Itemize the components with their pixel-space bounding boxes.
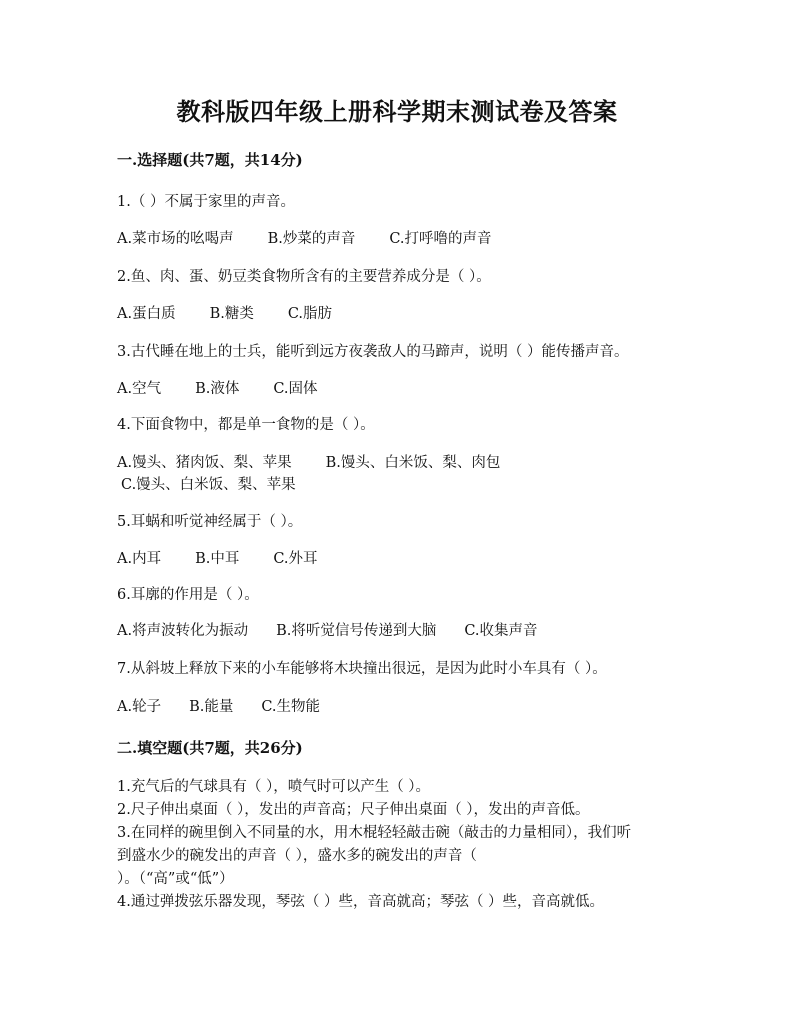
option-b: B.液体	[195, 381, 240, 397]
fill-line: 4.通过弹拨弦乐器发现，琴弦（ ）些，音高就高；琴弦（ ）些，音高就低。	[117, 894, 605, 910]
option-b: B.将听觉信号传递到大脑	[276, 623, 437, 639]
options-7	[117, 695, 320, 716]
option-a: A.馒头、猪肉饭、梨、苹果	[117, 455, 292, 471]
option-a: A.菜市场的吆喝声	[117, 231, 234, 247]
option-a: A.将声波转化为振动	[117, 623, 249, 639]
page-title: 教科版四年级上册科学期末测试卷及答案	[176, 97, 618, 126]
options-1	[117, 227, 492, 248]
options-2	[117, 302, 332, 323]
fill-line: 1.充气后的气球具有（ ），喷气时可以产生（ ）。	[117, 779, 431, 795]
options-4	[117, 451, 500, 472]
question-5: 5.耳蜗和听觉神经属于（ ）。	[117, 514, 303, 530]
option-b: B.炒菜的声音	[267, 231, 356, 247]
option-c: C.生物能	[261, 699, 321, 715]
section-heading-fill: 二.填空题(共7题，共26分)	[117, 739, 303, 757]
fill-in-questions	[117, 776, 697, 914]
option-c: C.固体	[273, 381, 318, 397]
question-4: 4.下面食物中，都是单一食物的是（ ）。	[117, 417, 375, 433]
option-c: C.外耳	[273, 551, 318, 567]
fill-line: ）。（“高”或“低”）	[117, 871, 234, 887]
question-1: 1.（ ）不属于家里的声音。	[117, 194, 295, 210]
option-c: C.打呼噜的声音	[389, 231, 492, 247]
option-a: A.内耳	[117, 551, 162, 567]
option-b: B.糖类	[209, 306, 254, 322]
question-6: 6.耳廓的作用是（ ）。	[117, 587, 259, 603]
option-a: A.空气	[117, 381, 162, 397]
option-c: C.馒头、白米饭、梨、苹果	[121, 477, 296, 493]
option-a: A.蛋白质	[117, 306, 176, 322]
question-3: 3.古代睡在地上的士兵，能听到远方夜袭敌人的马蹄声，说明（ ）能传播声音。	[117, 344, 629, 360]
section-heading-choice: 一.选择题(共7题，共14分)	[117, 151, 303, 169]
fill-line: 到盛水少的碗发出的声音（ ），盛水多的碗发出的声音（	[117, 848, 477, 864]
options-3	[117, 377, 318, 398]
options-6	[117, 619, 538, 640]
option-a: A.轮子	[117, 699, 162, 715]
option-b: B.能量	[189, 699, 234, 715]
option-c: C.脂肪	[287, 306, 333, 322]
option-c: C.收集声音	[464, 623, 538, 639]
question-2: 2.鱼、肉、蛋、奶豆类食物所含有的主要营养成分是（ ）。	[117, 269, 491, 285]
option-b: B.中耳	[195, 551, 240, 567]
options-4-line2	[121, 473, 296, 494]
option-b: B.馒头、白米饭、梨、肉包	[325, 455, 501, 471]
question-7: 7.从斜坡上释放下来的小车能够将木块撞出很远，是因为此时小车具有（ ）。	[117, 661, 607, 677]
fill-line: 3.在同样的碗里倒入不同量的水，用木棍轻轻敲击碗（敲击的力量相同），我们听	[117, 825, 632, 841]
options-5	[117, 547, 318, 568]
fill-line: 2.尺子伸出桌面（ ），发出的声音高；尺子伸出桌面（ ），发出的声音低。	[117, 802, 590, 818]
